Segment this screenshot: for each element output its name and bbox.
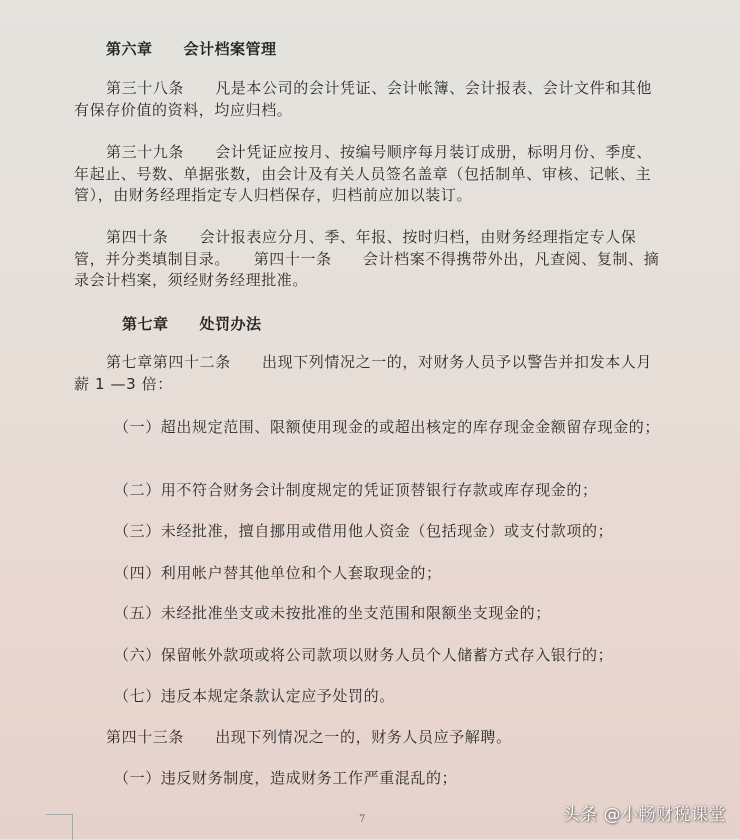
- chapter-7-heading: 第七章 处罚办法: [122, 315, 262, 333]
- article-42-item: （五）未经批准坐支或未按批准的坐支范围和限额坐支现金的；: [114, 604, 551, 622]
- article-39-paragraph: 第三十九条 会计凭证应按月、按编号顺序每月装订成册，标明月份、季度、年起止、号数、单据张数，由会计及有关人员签名盖章（包括制单、审核、记帐、主管），由财务经理指定专人归档保存，归档前应加以装订。: [74, 143, 653, 204]
- page-number: 7: [359, 814, 366, 825]
- chapter-6-heading: 第六章 会计档案管理: [106, 40, 277, 58]
- article-42-paragraph: 第七章第四十二条 出现下列情况之一的，对财务人员予以警告并扣发本人月薪 1 —3 倍：: [74, 353, 653, 393]
- article-42-item: （一）超出规定范围、限额使用现金的或超出核定的库存现金金额留存现金的；: [114, 418, 661, 436]
- article-38-paragraph: 第三十八条 凡是本公司的会计凭证、会计帐簿、会计报表、会计文件和其他有保存价值的资料，均应归档。: [74, 79, 653, 119]
- page-corner-mark: [46, 814, 73, 840]
- article-42-item: （二）用不符合财务会计制度规定的凭证顶替银行存款或库存现金的；: [114, 481, 598, 499]
- article-42-item: （七）违反本规定条款认定应予处罚的。: [114, 687, 395, 705]
- article-42-item: （四）利用帐户替其他单位和个人套取现金的；: [114, 564, 442, 582]
- article-43-paragraph: 第四十三条 出现下列情况之一的，财务人员应予解聘。: [106, 728, 512, 746]
- article-42-item: （六）保留帐外款项或将公司款项以财务人员个人储蓄方式存入银行的；: [114, 646, 614, 664]
- watermark: 头条 @小畅财税课堂: [562, 805, 726, 825]
- article-42-item: （三）未经批准，擅自挪用或借用他人资金（包括现金）或支付款项的；: [114, 522, 614, 540]
- article-40-41-paragraph: 第四十条 会计报表应分月、季、年报、按时归档，由财务经理指定专人保管，并分类填制目录。 第四十一条 会计档案不得携带外出，凡查阅、复制、摘录会计档案，须经财务经理批准。: [74, 228, 660, 289]
- article-43-item: （一）违反财务制度，造成财务工作严重混乱的；: [114, 769, 458, 787]
